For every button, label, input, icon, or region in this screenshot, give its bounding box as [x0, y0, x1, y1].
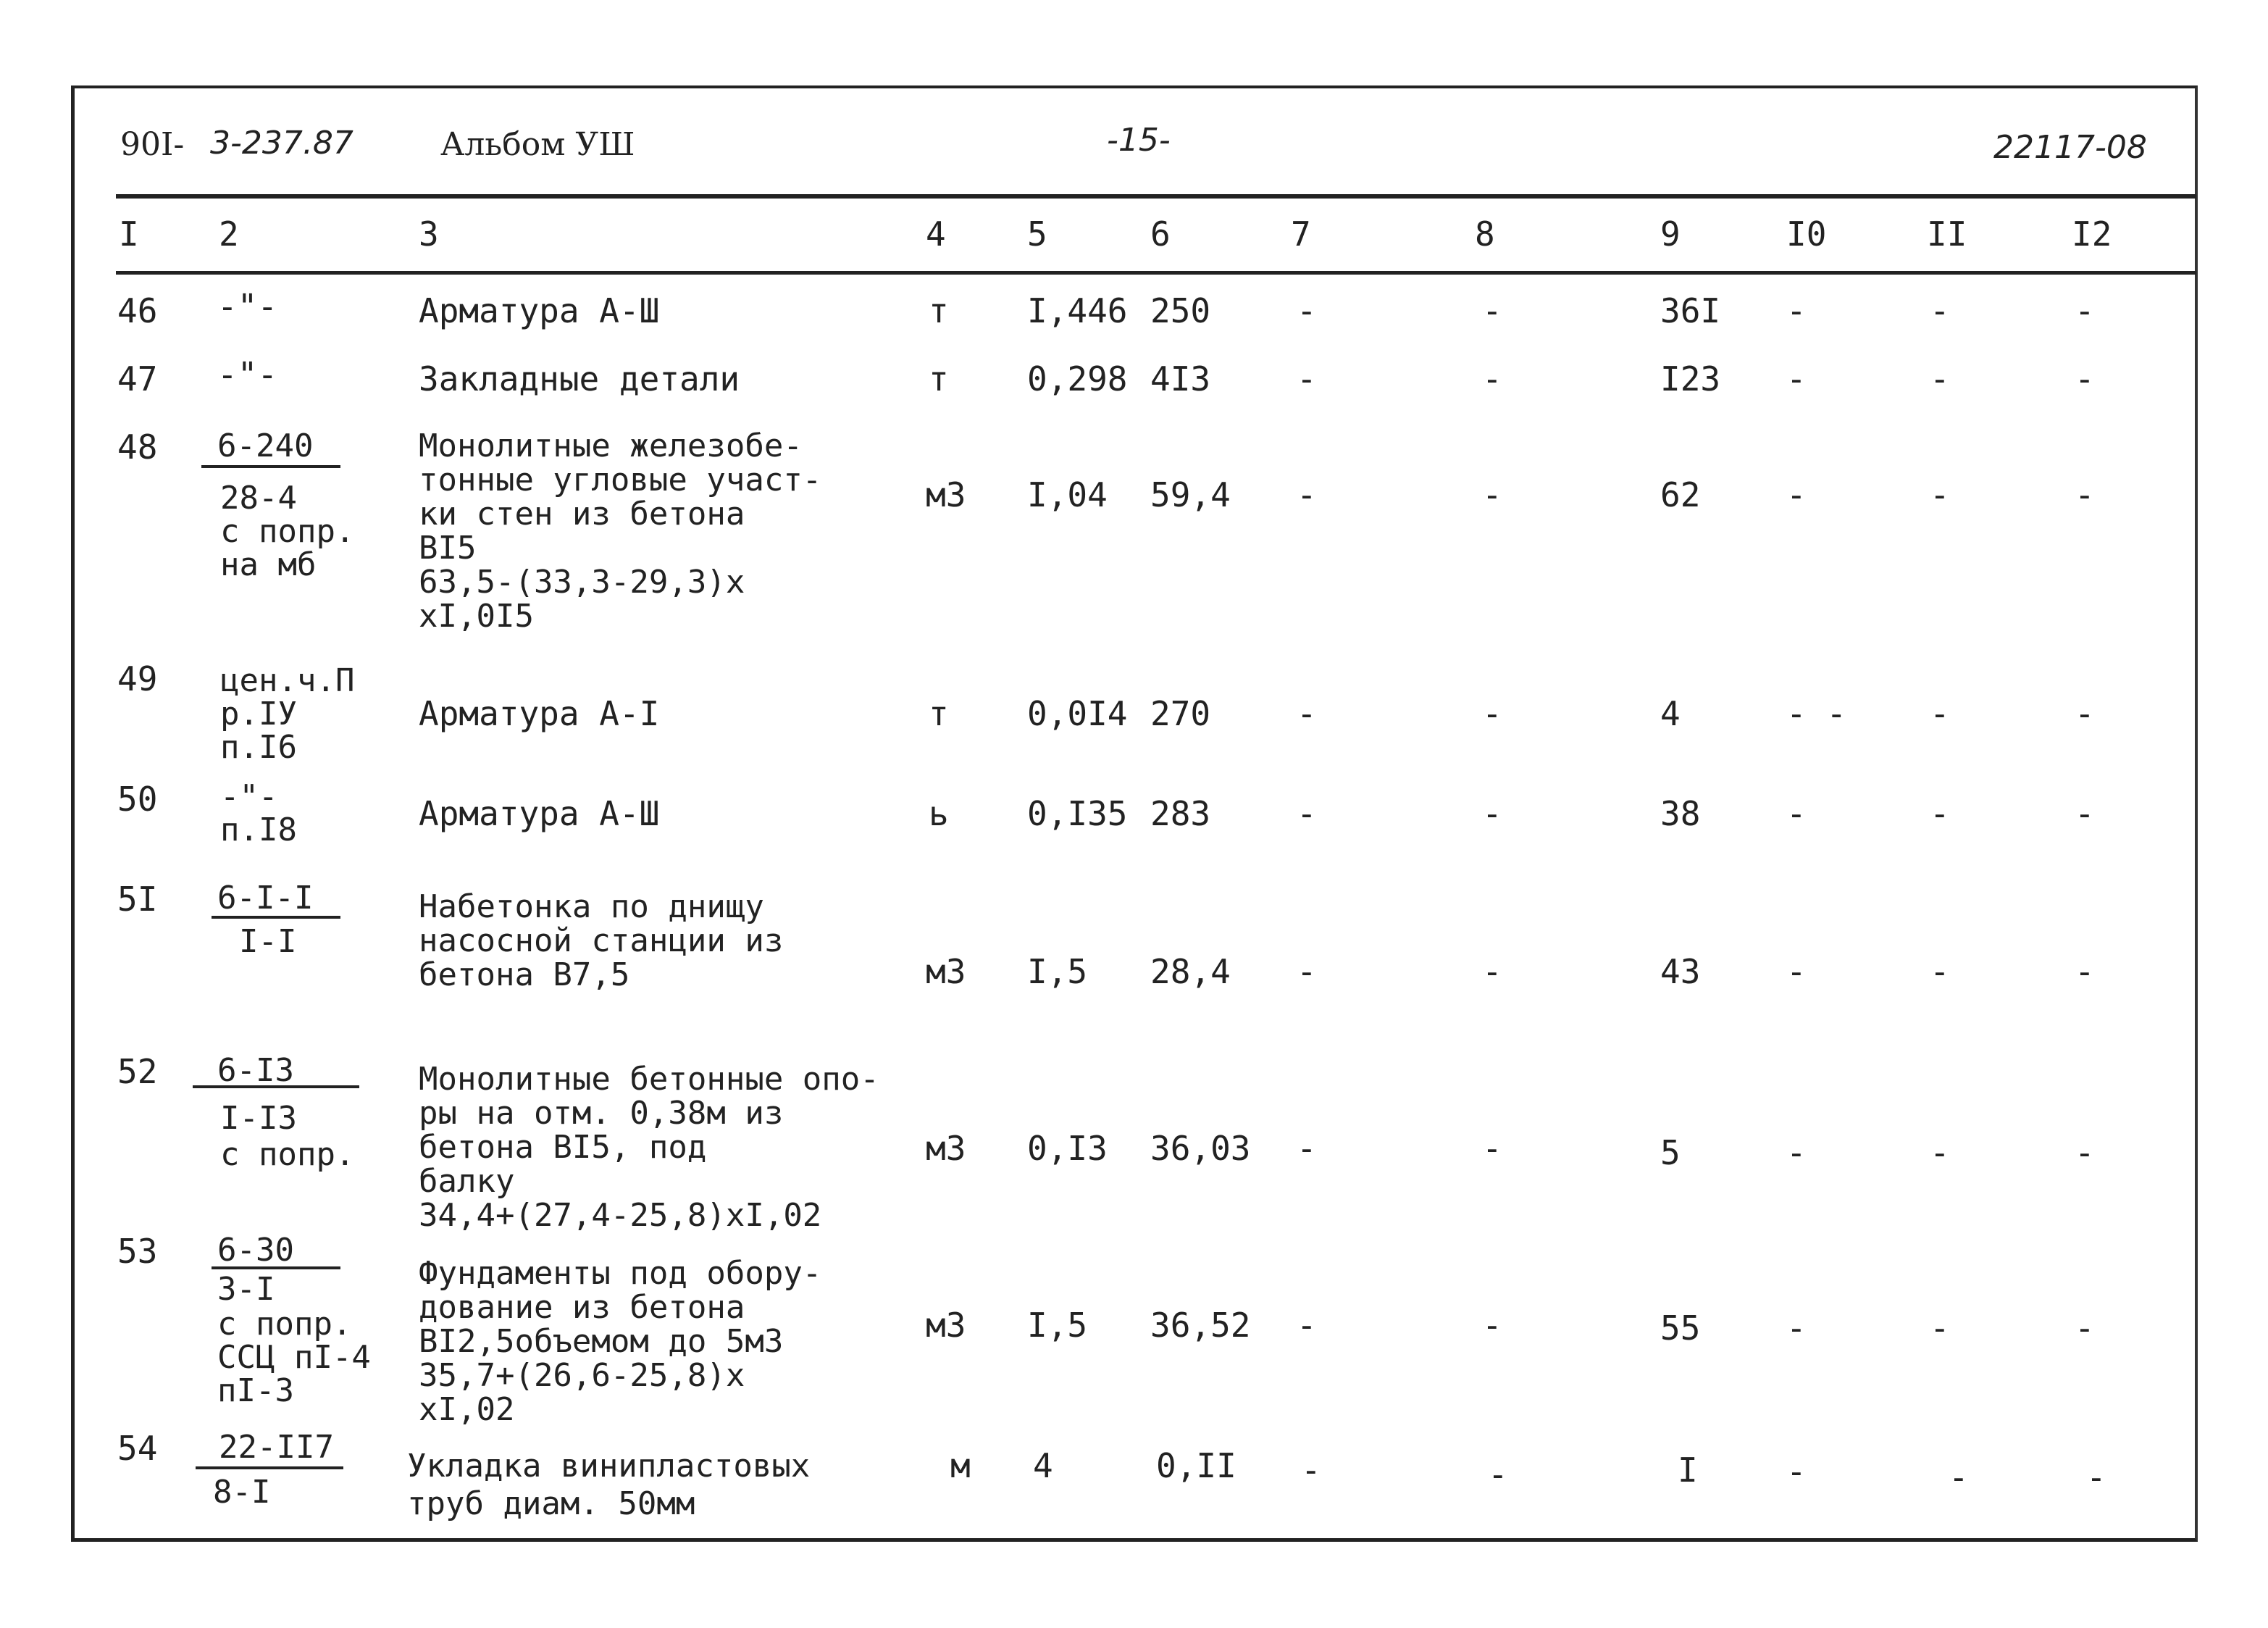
- row-col12: -: [2075, 291, 2095, 330]
- row-description-line: Монолитные железобе-: [419, 427, 803, 464]
- row-reference-line: -"-: [220, 778, 278, 815]
- row-col10: - -: [1786, 694, 1847, 733]
- row-description: Закладные детали: [419, 359, 740, 398]
- sheet-code: 22117-08: [1993, 129, 2147, 166]
- row-col6: 0,II: [1156, 1446, 1236, 1485]
- row-col10: -: [1786, 291, 1807, 330]
- row-col8: -: [1482, 1306, 1502, 1345]
- row-description-line: бетона BI5, под: [419, 1129, 707, 1166]
- row-reference-line: 6-I3: [217, 1052, 294, 1089]
- row-col6: 4I3: [1150, 359, 1211, 398]
- reference-fraction-bar: [212, 1266, 340, 1269]
- row-col6: 28,4: [1150, 952, 1231, 991]
- row-col10: -: [1786, 952, 1807, 991]
- album-title: Альбом УШ: [440, 126, 635, 163]
- row-col8: -: [1482, 952, 1502, 991]
- row-description-line: тонные угловые участ-: [419, 462, 822, 498]
- row-col5: I,04: [1027, 475, 1108, 514]
- row-col7: -: [1301, 1450, 1321, 1490]
- row-number: 5I: [117, 880, 158, 919]
- row-col8: -: [1482, 359, 1502, 398]
- row-description-line: хI,02: [419, 1391, 515, 1428]
- row-reference-line: 22-II7: [219, 1429, 334, 1466]
- row-description-line: Укладка винипластовых: [407, 1448, 811, 1485]
- row-description: Арматура А-Ш: [419, 291, 660, 330]
- reference-fraction-bar: [212, 916, 340, 919]
- row-col11: -: [1930, 291, 1950, 330]
- column-header-11: II: [1927, 214, 1967, 254]
- row-col11: -: [1930, 952, 1950, 991]
- row-description-line: ки стен из бетона: [419, 496, 745, 533]
- row-reference: -"-: [217, 355, 278, 394]
- row-col6: 36,03: [1150, 1129, 1251, 1168]
- row-col7: -: [1297, 952, 1317, 991]
- row-reference-line: 6-30: [217, 1232, 294, 1269]
- row-col11: -: [1930, 475, 1950, 514]
- row-col6: 59,4: [1150, 475, 1231, 514]
- row-unit: м3: [926, 475, 966, 514]
- row-col11: -: [1930, 1133, 1950, 1172]
- row-col10: -: [1786, 359, 1807, 398]
- row-description-line: труб диам. 50мм: [407, 1485, 695, 1522]
- row-col11: -: [1930, 794, 1950, 833]
- row-col7: -: [1297, 359, 1317, 398]
- row-col5: 0,I35: [1027, 794, 1128, 833]
- row-col11: -: [1930, 359, 1950, 398]
- row-description-line: ры на отм. 0,38м из: [419, 1095, 784, 1132]
- row-description-line: хI,0I5: [419, 598, 534, 635]
- row-col7: -: [1297, 1129, 1317, 1168]
- row-unit: т: [929, 694, 949, 733]
- row-col9: 55: [1660, 1308, 1701, 1348]
- row-number: 54: [117, 1429, 158, 1468]
- row-reference-line: I-I: [239, 923, 297, 960]
- row-col5: 0,298: [1027, 359, 1128, 398]
- row-reference-line: 6-I-I: [217, 880, 314, 917]
- row-col6: 250: [1150, 291, 1211, 330]
- row-col10: -: [1786, 1308, 1807, 1348]
- reference-fraction-bar: [201, 465, 340, 468]
- row-col8: -: [1482, 694, 1502, 733]
- row-col8: -: [1488, 1455, 1508, 1494]
- row-col7: -: [1297, 291, 1317, 330]
- row-unit: т: [929, 291, 949, 330]
- row-col8: -: [1482, 475, 1502, 514]
- row-unit: м3: [926, 1306, 966, 1345]
- column-header-3: 3: [419, 214, 439, 254]
- sheet-frame: [71, 85, 2198, 1542]
- column-header-7: 7: [1291, 214, 1311, 254]
- row-description-line: 63,5-(33,3-29,3)х: [419, 564, 745, 601]
- row-number: 52: [117, 1052, 158, 1091]
- row-col11: -: [1930, 694, 1950, 733]
- row-reference-line: ССЦ пI-4: [217, 1339, 371, 1376]
- row-number: 46: [117, 291, 158, 330]
- row-col8: -: [1482, 1129, 1502, 1168]
- row-reference-line: с попр.: [220, 513, 355, 550]
- row-col7: -: [1297, 794, 1317, 833]
- row-reference-line: п.I8: [220, 811, 297, 848]
- row-col9: 36I: [1660, 291, 1721, 330]
- row-description-line: балку: [419, 1163, 515, 1200]
- row-col12: -: [2075, 359, 2095, 398]
- row-description-line: бетона В7,5: [419, 956, 630, 993]
- row-reference-line: р.IУ: [220, 696, 297, 732]
- row-unit: м3: [926, 1129, 966, 1168]
- row-col9: 5: [1660, 1133, 1681, 1172]
- row-col12: -: [2075, 1133, 2095, 1172]
- row-unit: т: [929, 359, 949, 398]
- row-col12: -: [2075, 952, 2095, 991]
- row-reference-line: 28-4: [220, 480, 297, 517]
- row-col10: -: [1786, 1452, 1807, 1491]
- row-reference-line: с попр.: [217, 1306, 352, 1343]
- row-col5: 4: [1033, 1446, 1053, 1485]
- row-number: 50: [117, 780, 158, 819]
- column-header-10: I0: [1786, 214, 1827, 254]
- column-header-12: I2: [2072, 214, 2112, 254]
- column-header-rule: [116, 271, 2196, 275]
- row-col12: -: [2075, 1308, 2095, 1348]
- row-unit: м3: [926, 952, 966, 991]
- row-reference: -"-: [217, 287, 278, 326]
- column-header-9: 9: [1660, 214, 1681, 254]
- row-col8: -: [1482, 794, 1502, 833]
- row-col9: 43: [1660, 952, 1701, 991]
- row-description-line: Фундаменты под обору-: [419, 1255, 822, 1292]
- row-col5: I,5: [1027, 952, 1088, 991]
- row-col8: -: [1482, 291, 1502, 330]
- header-rule: [116, 194, 2196, 199]
- row-col7: -: [1297, 1306, 1317, 1345]
- column-header-2: 2: [219, 214, 239, 254]
- reference-fraction-bar: [193, 1085, 359, 1088]
- row-reference-line: 3-I: [217, 1271, 275, 1308]
- row-col5: 0,I3: [1027, 1129, 1108, 1168]
- page-number: -15-: [1107, 122, 1171, 159]
- row-col9: I23: [1660, 359, 1721, 398]
- row-number: 53: [117, 1232, 158, 1271]
- column-header-4: 4: [926, 214, 946, 254]
- row-col9: 38: [1660, 794, 1701, 833]
- row-number: 48: [117, 427, 158, 467]
- row-number: 47: [117, 359, 158, 398]
- reference-fraction-bar: [196, 1466, 343, 1469]
- row-reference-line: пI-3: [217, 1372, 294, 1409]
- column-header-8: 8: [1475, 214, 1495, 254]
- row-col6: 283: [1150, 794, 1211, 833]
- row-description-line: Набетонка по днищу: [419, 888, 764, 925]
- column-header-6: 6: [1150, 214, 1171, 254]
- doc-code-left: 90I-: [120, 126, 185, 163]
- row-description-line: насосной станции из: [419, 922, 784, 959]
- row-col5: 0,0I4: [1027, 694, 1128, 733]
- row-col10: -: [1786, 475, 1807, 514]
- row-col10: -: [1786, 1133, 1807, 1172]
- row-col11: -: [1930, 1308, 1950, 1348]
- row-description-line: 35,7+(26,6-25,8)х: [419, 1357, 745, 1394]
- row-description: Арматура А-I: [419, 694, 660, 733]
- row-description-line: BI2,5объемом до 5м3: [419, 1323, 784, 1360]
- row-col6: 36,52: [1150, 1306, 1251, 1345]
- row-col7: -: [1297, 475, 1317, 514]
- doc-code-right: 3-237.87: [210, 125, 353, 162]
- row-reference-line: I-I3: [220, 1100, 297, 1137]
- row-number: 49: [117, 659, 158, 698]
- row-col12: -: [2086, 1458, 2106, 1497]
- row-reference-line: 6-240: [217, 427, 314, 464]
- row-col9: I: [1678, 1450, 1698, 1490]
- row-col11: -: [1949, 1458, 1969, 1497]
- row-reference-line: п.I6: [220, 729, 297, 766]
- row-description-line: 34,4+(27,4-25,8)хI,02: [419, 1197, 822, 1234]
- row-reference-line: на мб: [220, 546, 317, 583]
- row-col12: -: [2075, 475, 2095, 514]
- row-col5: I,5: [1027, 1306, 1088, 1345]
- row-description-line: BI5: [419, 530, 477, 567]
- row-unit: ь: [929, 794, 949, 833]
- row-description: Арматура А-Ш: [419, 794, 660, 833]
- row-reference-line: цен.ч.П: [220, 662, 355, 699]
- column-header-5: 5: [1027, 214, 1047, 254]
- row-description-line: дование из бетона: [419, 1289, 745, 1326]
- row-col5: I,446: [1027, 291, 1128, 330]
- row-col10: -: [1786, 794, 1807, 833]
- row-col7: -: [1297, 694, 1317, 733]
- column-header-1: I: [119, 214, 139, 254]
- row-col6: 270: [1150, 694, 1211, 733]
- row-col9: 62: [1660, 475, 1701, 514]
- row-col9: 4: [1660, 694, 1681, 733]
- row-unit: м: [950, 1446, 971, 1485]
- row-col12: -: [2075, 694, 2095, 733]
- row-reference-line: с попр.: [220, 1136, 355, 1173]
- row-reference-line: 8-I: [213, 1474, 271, 1511]
- row-col12: -: [2075, 794, 2095, 833]
- row-description-line: Монолитные бетонные опо-: [419, 1061, 879, 1098]
